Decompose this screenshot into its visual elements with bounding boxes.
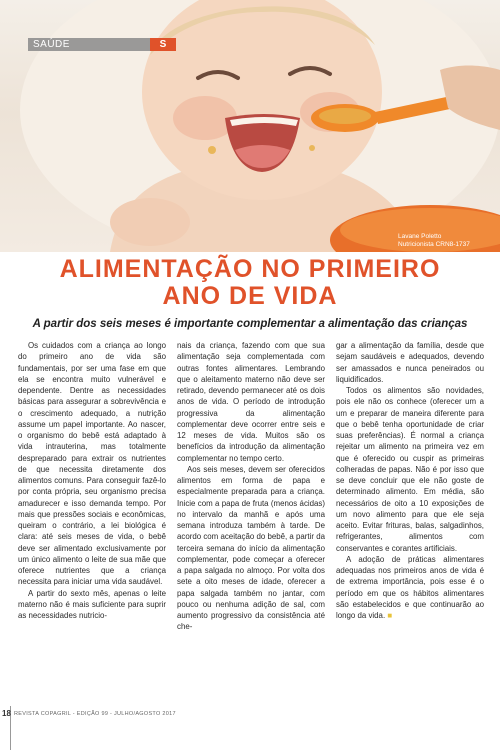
column-1 <box>18 340 166 706</box>
article-body <box>18 340 484 706</box>
section-label: SAÚDE <box>33 39 70 50</box>
title-line-2: ANO DE VIDA <box>162 282 338 310</box>
credit-name: Lavane Poletto <box>398 233 442 240</box>
paragraph: gar a alimentação da família, desde que sejam saudáveis e adequados, devendo ser amassados e nunca peneirados ou liquidificados. <box>336 341 484 384</box>
title-line-1: ALIMENTAÇÃO NO PRIMEIRO <box>59 255 441 283</box>
credit-role: Nutricionista CRN8-1737 <box>398 241 470 248</box>
paragraph: Todos os alimentos são novidades, pois ele não os conhece (oferecer um a um e preparar de maneira diferente para que o bebê tenha oportunidade de criar suas preferências). É normal a criança rejeitar um alimento na primeira vez em que é oferecido ou cuspir as primeiras colheradas de papas. Não é por isso que se deve concluir que ele não goste de determinado alimento. Em média, são necessários de oito a 10 exposições de um novo alimento para que ele seja aceito. Evitar frituras, balas, salgadinhos, refrigerantes, alimentos com conservantes e corantes artificiais. <box>336 386 484 553</box>
photo-credit <box>398 233 470 249</box>
paragraph: nais da criança, fazendo com que sua alimentação seja complementada com outras fontes alimentares. Lembrando que o aleitamento materno não deve ser retirado, devendo permanecer até os dois anos de vida. O período de introdução progressiva da alimentação complementar deve ocorrer entre seis e 12 meses de vida. Muitos são os benefícios da introdução da alimentação complementar no tempo certo. <box>177 341 325 463</box>
section-tag: S <box>150 38 176 51</box>
paragraph-text: A adoção de práticas alimentares adequadas nos primeiros anos de vida é de extrema importância, pois esse é o período em que os hábitos alimentares são estabelecidos e que continuarão ao longo da vida. <box>336 554 484 620</box>
page-number: 18 <box>2 709 11 718</box>
column-3 <box>336 340 484 706</box>
paragraph: A partir do sexto mês, apenas o leite materno não é mais suficiente para suprir as necessidades nutricio- <box>18 588 166 620</box>
end-mark-icon: ■ <box>387 611 393 620</box>
paragraph: Os cuidados com a criança ao longo do primeiro ano de vida são fundamentais, por ser uma fase em que ela se encontra muito vulnerável e dependente. Dentre as necessidades básicas para assegurar a sobrevivência e o crescimento adequado, a nutrição assume um papel importante. Ao nascer, o organismo do bebê está adaptado à vida intrauterina, mas totalmente despreparado para extrair os nutrientes de que necessita diretamente dos alimentos comuns. Para conseguir fazê-lo por conta própria, seu organismo precisa amadurecer e isso demanda tempo. Por mais que pressões sociais e econômicas, queiram o contrário, a lei biológica é clara: até seis meses de vida, o bebê deve ser alimentado exclusivamente por um único alimento o leite de sua mãe que oferece nutrientes que a criança necessita para iniciar uma vida saudável. <box>18 341 166 587</box>
paragraph: Aos seis meses, devem ser oferecidos alimentos em forma de papa e especialmente preparada para a criança. Inicie com a papa de fruta (menos ácidas) no intervalo da manhã e após uma semana introduza também à tarde. De acordo com aceitação do bebê, a partir da terceira semana do início da alimentação complementar, pode começar a oferecer a papa salgada no almoço. Por volta dos sete a oito meses de idade, oferecer a papa salgada também no jantar, com pouco ou nenhuma adição de sal, com aumento progressivo da consistência até che- <box>177 464 325 632</box>
paragraph <box>336 554 484 622</box>
magazine-footer: REVISTA COPAGRIL - EDIÇÃO 99 - JULHO/AGOSTO 2017 <box>14 711 176 717</box>
article-title <box>0 256 500 310</box>
column-2 <box>177 340 325 706</box>
article-subtitle: A partir dos seis meses é importante complementar a alimentação das crianças <box>32 318 468 330</box>
